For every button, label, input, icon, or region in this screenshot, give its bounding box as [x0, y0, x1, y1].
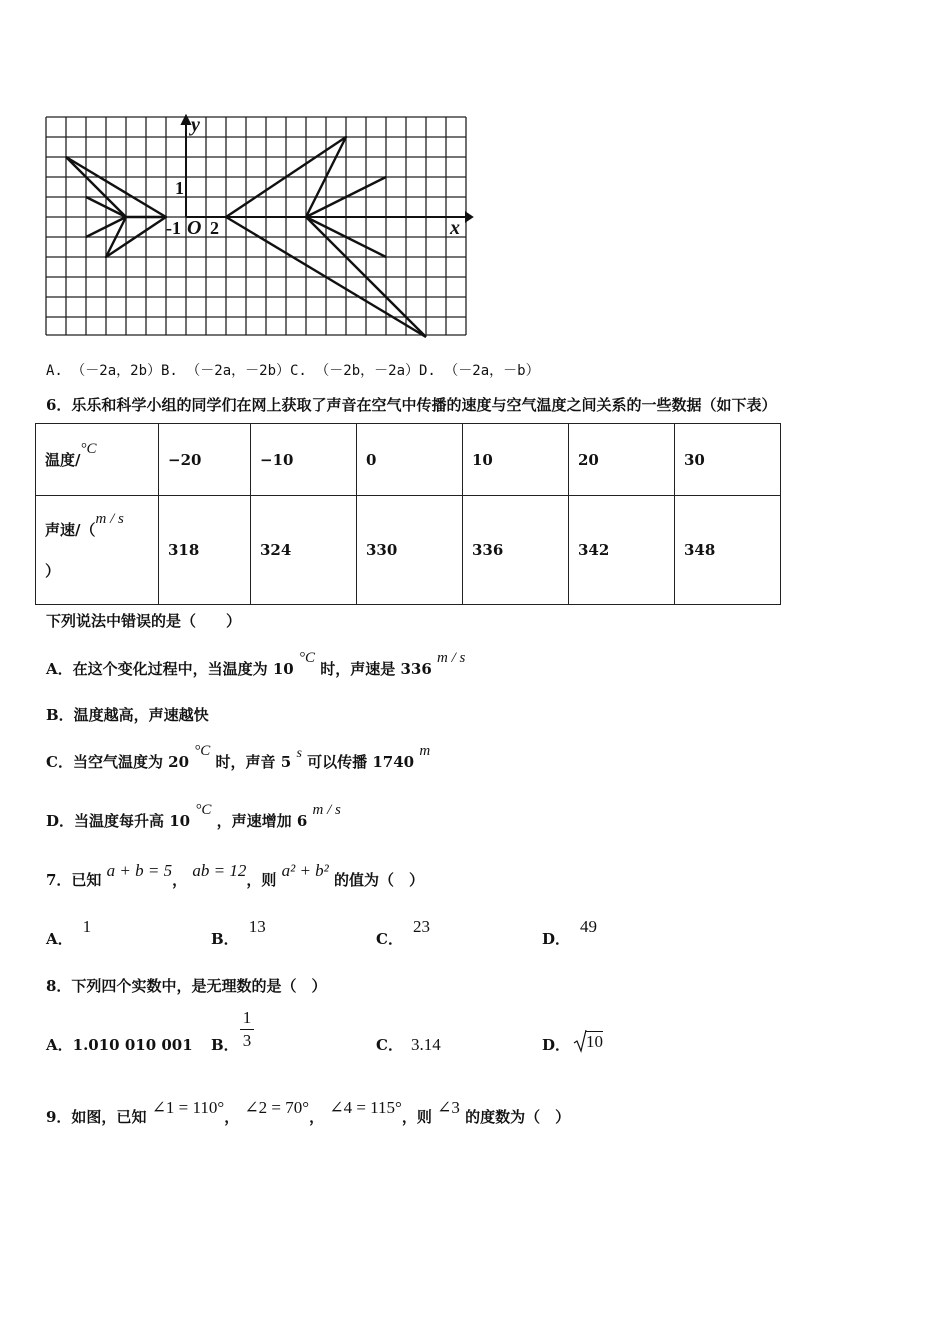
option-label: C． — [376, 1036, 403, 1054]
q6-option-a-unit2: m / s — [437, 650, 466, 666]
table-cell: 10 — [463, 424, 569, 496]
speed-label-b: ） — [45, 561, 61, 580]
table-cell: 330 — [357, 496, 463, 605]
q6-option-d-unit2: m / s — [312, 802, 341, 818]
q8-option-d — [542, 1034, 570, 1055]
q6-question: 下列说法中错误的是（ ） — [46, 612, 242, 630]
option-value: 3.14 — [410, 1035, 441, 1054]
sqrt-radicand: 10 — [586, 1032, 603, 1051]
fraction-denominator: 3 — [242, 1031, 252, 1050]
table-cell: 336 — [463, 496, 569, 605]
fraction-bar — [240, 1029, 254, 1030]
table-cell: −10 — [251, 424, 357, 496]
option-value: 49 — [580, 917, 598, 936]
q7-stem — [46, 861, 425, 890]
q9-expr2: ∠2 = 70° — [244, 1098, 310, 1117]
q6-option-c-text3: 可以传播 1740 — [307, 753, 415, 771]
q8-option-b-fraction — [240, 1008, 254, 1051]
q7-expr1: a + b = 5 — [106, 861, 173, 880]
q6-option-b: B．温度越高，声速越快 — [46, 706, 209, 724]
q9-sep3: ，则 — [401, 1108, 432, 1126]
q6-option-c-unit3: m — [419, 743, 431, 759]
tick-label-1: 1 — [175, 178, 184, 198]
q8-option-a — [46, 1034, 193, 1055]
table-cell: 342 — [569, 496, 675, 605]
q7-expr2: ab = 12 — [192, 861, 247, 880]
q6-option-c-text: C．当空气温度为 20 — [46, 753, 190, 771]
q6-option-a-text: A．在这个变化过程中，当温度为 10 — [46, 660, 294, 678]
q7-expr3: a² + b² — [281, 861, 329, 880]
q8-option-c — [376, 1034, 441, 1055]
table-cell: 324 — [251, 496, 357, 605]
q6-data-table — [35, 423, 781, 605]
option-label: B． — [211, 1036, 239, 1054]
temp-label: 温度/ — [45, 451, 81, 469]
q8-stem: 8．下列四个实数中，是无理数的是（ ） — [46, 977, 327, 995]
q6-option-d-text: D．当温度每升高 10 — [46, 812, 191, 830]
q9-expr4: ∠3 — [437, 1098, 460, 1117]
table-header-temperature — [36, 424, 159, 496]
x-axis-label: x — [450, 217, 460, 239]
left-small-figure — [66, 157, 166, 257]
q7-option-d — [542, 917, 598, 949]
fraction-numerator: 1 — [242, 1008, 252, 1027]
table-cell: 348 — [675, 496, 781, 605]
option-label: A． — [46, 1036, 73, 1054]
option-label: C． — [376, 930, 403, 948]
q9-sep2: ， — [309, 1108, 325, 1126]
option-label: D． — [542, 1036, 571, 1054]
q6-option-d — [46, 802, 341, 831]
table-cell: 30 — [675, 424, 781, 496]
q6-option-a-unit1: °C — [298, 650, 315, 666]
q5-options: A. （－2a，2b）B. （－2a，－2b）C. （－2b，－2a）D. （－2a，－b） — [46, 363, 540, 379]
temp-unit: °C — [80, 441, 97, 457]
option-label: D． — [542, 930, 571, 948]
speed-label-a: 声速/（ — [45, 520, 96, 539]
q6-option-a — [46, 650, 466, 679]
x-axis-arrow — [466, 213, 472, 221]
table-cell: 0 — [357, 424, 463, 496]
q9-prefix: 9．如图，已知 — [46, 1108, 147, 1126]
q9-expr1: ∠1 = 110° — [151, 1098, 225, 1117]
table-row-temperature — [36, 424, 781, 496]
q7-prefix: 7．已知 — [46, 871, 102, 889]
table-header-speed — [36, 496, 159, 605]
q8-option-b — [211, 1034, 239, 1055]
y-axis-label: y — [191, 114, 200, 136]
option-value: 13 — [248, 917, 266, 936]
q9-suffix: 的度数为（ ） — [465, 1108, 571, 1126]
coordinate-grid-figure — [0, 0, 950, 360]
q6-option-c-unit1: °C — [194, 743, 211, 759]
table-row-speed — [36, 496, 781, 605]
q9-expr3: ∠4 = 115° — [329, 1098, 402, 1117]
q7-option-b — [211, 917, 266, 949]
q9-stem — [46, 1098, 571, 1127]
q7-option-c — [376, 917, 430, 949]
q6-option-a-text2: 时，声速是 336 — [320, 660, 432, 678]
origin-label: O — [187, 217, 202, 239]
speed-unit: m / s — [95, 510, 124, 527]
q6-stem: 6．乐乐和科学小组的同学们在网上获取了声音在空气中传播的速度与空气温度之间关系的一些数据（如下表） — [46, 396, 777, 414]
q7-suffix: 的值为（ ） — [334, 871, 425, 889]
table-cell: −20 — [159, 424, 251, 496]
q6-option-c-unit2: s — [296, 746, 302, 761]
q6-option-d-text2: ，声速增加 6 — [216, 812, 308, 830]
tick-label-neg1: -1 — [166, 218, 181, 238]
option-value: 1.010 010 001 — [72, 1036, 193, 1054]
q6-option-c — [46, 743, 431, 772]
q6-option-d-unit1: °C — [195, 802, 212, 818]
table-cell: 20 — [569, 424, 675, 496]
option-value: 1 — [82, 917, 92, 936]
q6-option-c-text2: 时，声音 5 — [215, 753, 292, 771]
option-label: A． — [46, 930, 73, 948]
tick-label-2: 2 — [210, 218, 219, 238]
sqrt-icon — [573, 1029, 587, 1053]
q7-sep1: ， — [172, 871, 188, 889]
q9-sep1: ， — [224, 1108, 240, 1126]
option-value: 23 — [412, 917, 430, 936]
q7-option-a — [46, 917, 92, 949]
q7-sep2: ，则 — [246, 871, 277, 889]
table-cell: 318 — [159, 496, 251, 605]
option-label: B． — [211, 930, 239, 948]
